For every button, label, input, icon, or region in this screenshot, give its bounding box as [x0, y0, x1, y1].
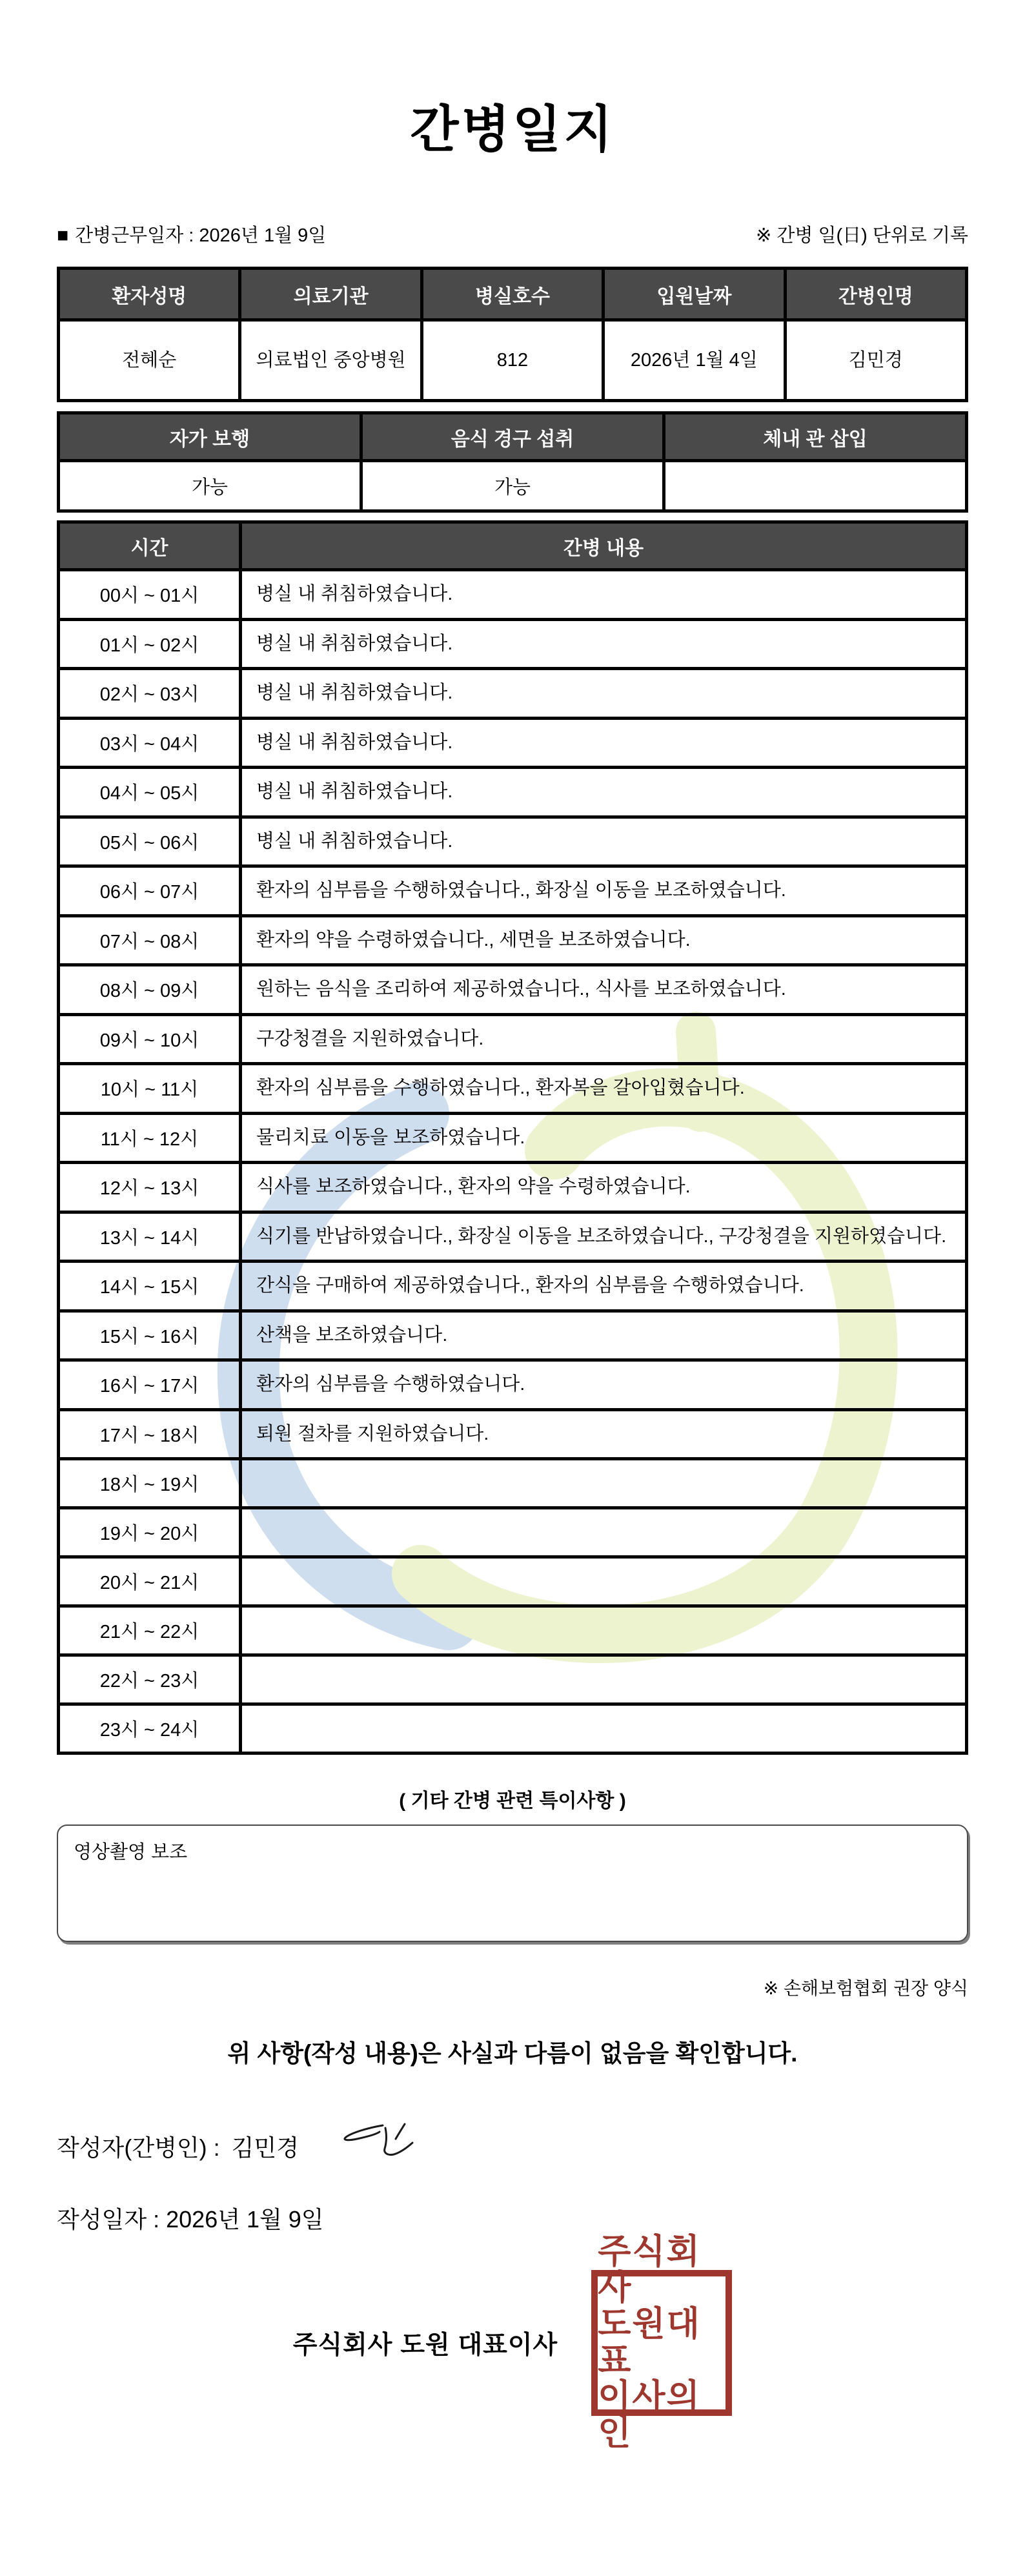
work-date-line — [57, 221, 326, 247]
log-row — [59, 1508, 967, 1557]
content-cell: 산책을 보조하였습니다. — [241, 1311, 967, 1360]
notes-heading: ( 기타 간병 관련 특이사항 ) — [399, 1790, 626, 1812]
confirmation-statement: 위 사항(작성 내용)은 사실과 다름이 없음을 확인합니다. — [227, 2040, 798, 2067]
care-log-body — [59, 522, 967, 1753]
log-row — [59, 817, 967, 866]
unit-note: ※ 간병 일(日) 단위로 기록 — [756, 225, 968, 246]
header-cell: 병실호수 — [421, 269, 603, 320]
writer-name: 김민경 — [231, 2134, 299, 2161]
log-row — [59, 1014, 967, 1064]
writer-signature — [329, 2116, 425, 2168]
stamp-line: 주식회사 — [598, 2232, 701, 2307]
value-cell: 의료법인 중앙병원 — [240, 320, 421, 401]
log-row — [59, 1360, 967, 1410]
log-row — [59, 1113, 967, 1163]
meta-row — [57, 221, 968, 247]
content-cell: 물리치료 이동을 보조하였습니다. — [241, 1113, 967, 1163]
time-cell: 16시 ~ 17시 — [59, 1360, 241, 1410]
time-header-cell: 시간 — [59, 522, 241, 570]
content-header-cell: 간병 내용 — [241, 522, 967, 570]
writer-label: 작성자(간병인) : — [57, 2134, 220, 2161]
time-cell: 05시 ~ 06시 — [59, 817, 241, 866]
time-cell: 12시 ~ 13시 — [59, 1163, 241, 1212]
time-cell: 20시 ~ 21시 — [59, 1557, 241, 1606]
value-cell: 가능 — [361, 461, 664, 511]
log-row — [59, 669, 967, 719]
content-cell — [241, 1606, 967, 1655]
content-cell: 식기를 반납하였습니다., 화장실 이동을 보조하였습니다., 구강청결을 지원하였습니다. — [241, 1212, 967, 1262]
log-row — [59, 1409, 967, 1459]
content-cell: 원하는 음식을 조리하여 제공하였습니다., 식사를 보조하였습니다. — [241, 965, 967, 1015]
log-row — [59, 965, 967, 1015]
patient-info-body — [59, 269, 967, 401]
log-row — [59, 1163, 967, 1212]
log-row — [59, 1459, 967, 1508]
log-row — [59, 570, 967, 620]
time-cell: 13시 ~ 14시 — [59, 1212, 241, 1262]
notes-box — [57, 1825, 968, 1942]
log-row — [59, 1704, 967, 1753]
time-cell: 09시 ~ 10시 — [59, 1014, 241, 1064]
patient-status-table — [57, 411, 968, 513]
work-date-text: 간병근무일자 : 2026년 1월 9일 — [75, 225, 327, 246]
content-cell: 병실 내 취침하였습니다. — [241, 768, 967, 817]
company-line: 주식회사 도원 대표이사 — [292, 2331, 558, 2359]
log-row — [59, 1606, 967, 1655]
log-row — [59, 1311, 967, 1360]
form-note: ※ 손해보험협회 권장 양식 — [763, 1978, 968, 1998]
square-bullet-icon: ■ — [57, 225, 69, 246]
content-cell: 환자의 심부름을 수행하였습니다., 화장실 이동을 보조하였습니다. — [241, 866, 967, 916]
patient-info-table — [57, 267, 968, 402]
writer-line — [57, 2120, 968, 2172]
content-cell — [241, 1655, 967, 1704]
header-cell: 의료기관 — [240, 269, 421, 320]
log-row — [59, 1064, 967, 1114]
header-cell: 체내 관 삽입 — [664, 413, 967, 461]
value-cell: 2026년 1월 4일 — [604, 320, 785, 401]
content-cell — [241, 1557, 967, 1606]
header-cell: 자가 보행 — [59, 413, 361, 461]
value-cell: 전혜순 — [59, 320, 240, 401]
footer-row — [57, 2232, 968, 2452]
content-cell — [241, 1508, 967, 1557]
date-line — [57, 2202, 968, 2234]
log-row — [59, 915, 967, 965]
content-cell — [241, 1704, 967, 1753]
time-cell: 10시 ~ 11시 — [59, 1064, 241, 1114]
value-cell: 가능 — [59, 461, 361, 511]
content-cell: 병실 내 취침하였습니다. — [241, 817, 967, 866]
content-cell: 병실 내 취침하였습니다. — [241, 570, 967, 620]
time-cell: 21시 ~ 22시 — [59, 1606, 241, 1655]
content-cell: 구강청결을 지원하였습니다. — [241, 1014, 967, 1064]
time-cell: 19시 ~ 20시 — [59, 1508, 241, 1557]
time-cell: 11시 ~ 12시 — [59, 1113, 241, 1163]
content-cell: 환자의 약을 수령하였습니다., 세면을 보조하였습니다. — [241, 915, 967, 965]
content-cell: 식사를 보조하였습니다., 환자의 약을 수령하였습니다. — [241, 1163, 967, 1212]
care-log-table — [57, 520, 968, 1755]
time-cell: 14시 ~ 15시 — [59, 1262, 241, 1311]
content-cell — [241, 1459, 967, 1508]
content-cell: 환자의 심부름을 수행하였습니다., 환자복을 갈아입혔습니다. — [241, 1064, 967, 1114]
content-cell: 병실 내 취침하였습니다. — [241, 718, 967, 768]
company-seal-stamp — [591, 2232, 732, 2452]
value-cell: 812 — [421, 320, 603, 401]
log-row — [59, 619, 967, 669]
log-row — [59, 718, 967, 768]
content-cell: 병실 내 취침하였습니다. — [241, 669, 967, 719]
time-cell: 18시 ~ 19시 — [59, 1459, 241, 1508]
date-label: 작성일자 : — [57, 2206, 160, 2233]
time-cell: 00시 ~ 01시 — [59, 570, 241, 620]
stamp-line: 이사의인 — [598, 2377, 701, 2452]
header-cell: 입원날짜 — [604, 269, 785, 320]
content-cell: 병실 내 취침하였습니다. — [241, 619, 967, 669]
notes-content: 영상촬영 보조 — [74, 1842, 188, 1863]
time-cell: 07시 ~ 08시 — [59, 915, 241, 965]
patient-status-body — [59, 413, 967, 511]
time-cell: 01시 ~ 02시 — [59, 619, 241, 669]
time-cell: 15시 ~ 16시 — [59, 1311, 241, 1360]
content-cell: 퇴원 절차를 지원하였습니다. — [241, 1409, 967, 1459]
content-cell: 간식을 구매하여 제공하였습니다., 환자의 심부름을 수행하였습니다. — [241, 1262, 967, 1311]
log-row — [59, 768, 967, 817]
time-cell: 03시 ~ 04시 — [59, 718, 241, 768]
time-cell: 08시 ~ 09시 — [59, 965, 241, 1015]
header-cell: 환자성명 — [59, 269, 240, 320]
content-cell: 환자의 심부름을 수행하였습니다. — [241, 1360, 967, 1410]
time-cell: 06시 ~ 07시 — [59, 866, 241, 916]
value-cell: 김민경 — [785, 320, 966, 401]
time-cell: 02시 ~ 03시 — [59, 669, 241, 719]
log-row — [59, 1655, 967, 1704]
time-cell: 04시 ~ 05시 — [59, 768, 241, 817]
page-title: 간병일지 — [410, 101, 615, 158]
date-value: 2026년 1월 9일 — [166, 2206, 324, 2233]
time-cell: 23시 ~ 24시 — [59, 1704, 241, 1753]
header-cell: 음식 경구 섭취 — [361, 413, 664, 461]
value-cell — [664, 461, 967, 511]
time-cell: 17시 ~ 18시 — [59, 1409, 241, 1459]
log-row — [59, 1212, 967, 1262]
document-body — [0, 89, 1025, 2452]
stamp-line: 도원대표 — [598, 2305, 701, 2380]
log-row — [59, 1557, 967, 1606]
log-row — [59, 1262, 967, 1311]
time-cell: 22시 ~ 23시 — [59, 1655, 241, 1704]
log-row — [59, 866, 967, 916]
header-cell: 간병인명 — [785, 269, 966, 320]
